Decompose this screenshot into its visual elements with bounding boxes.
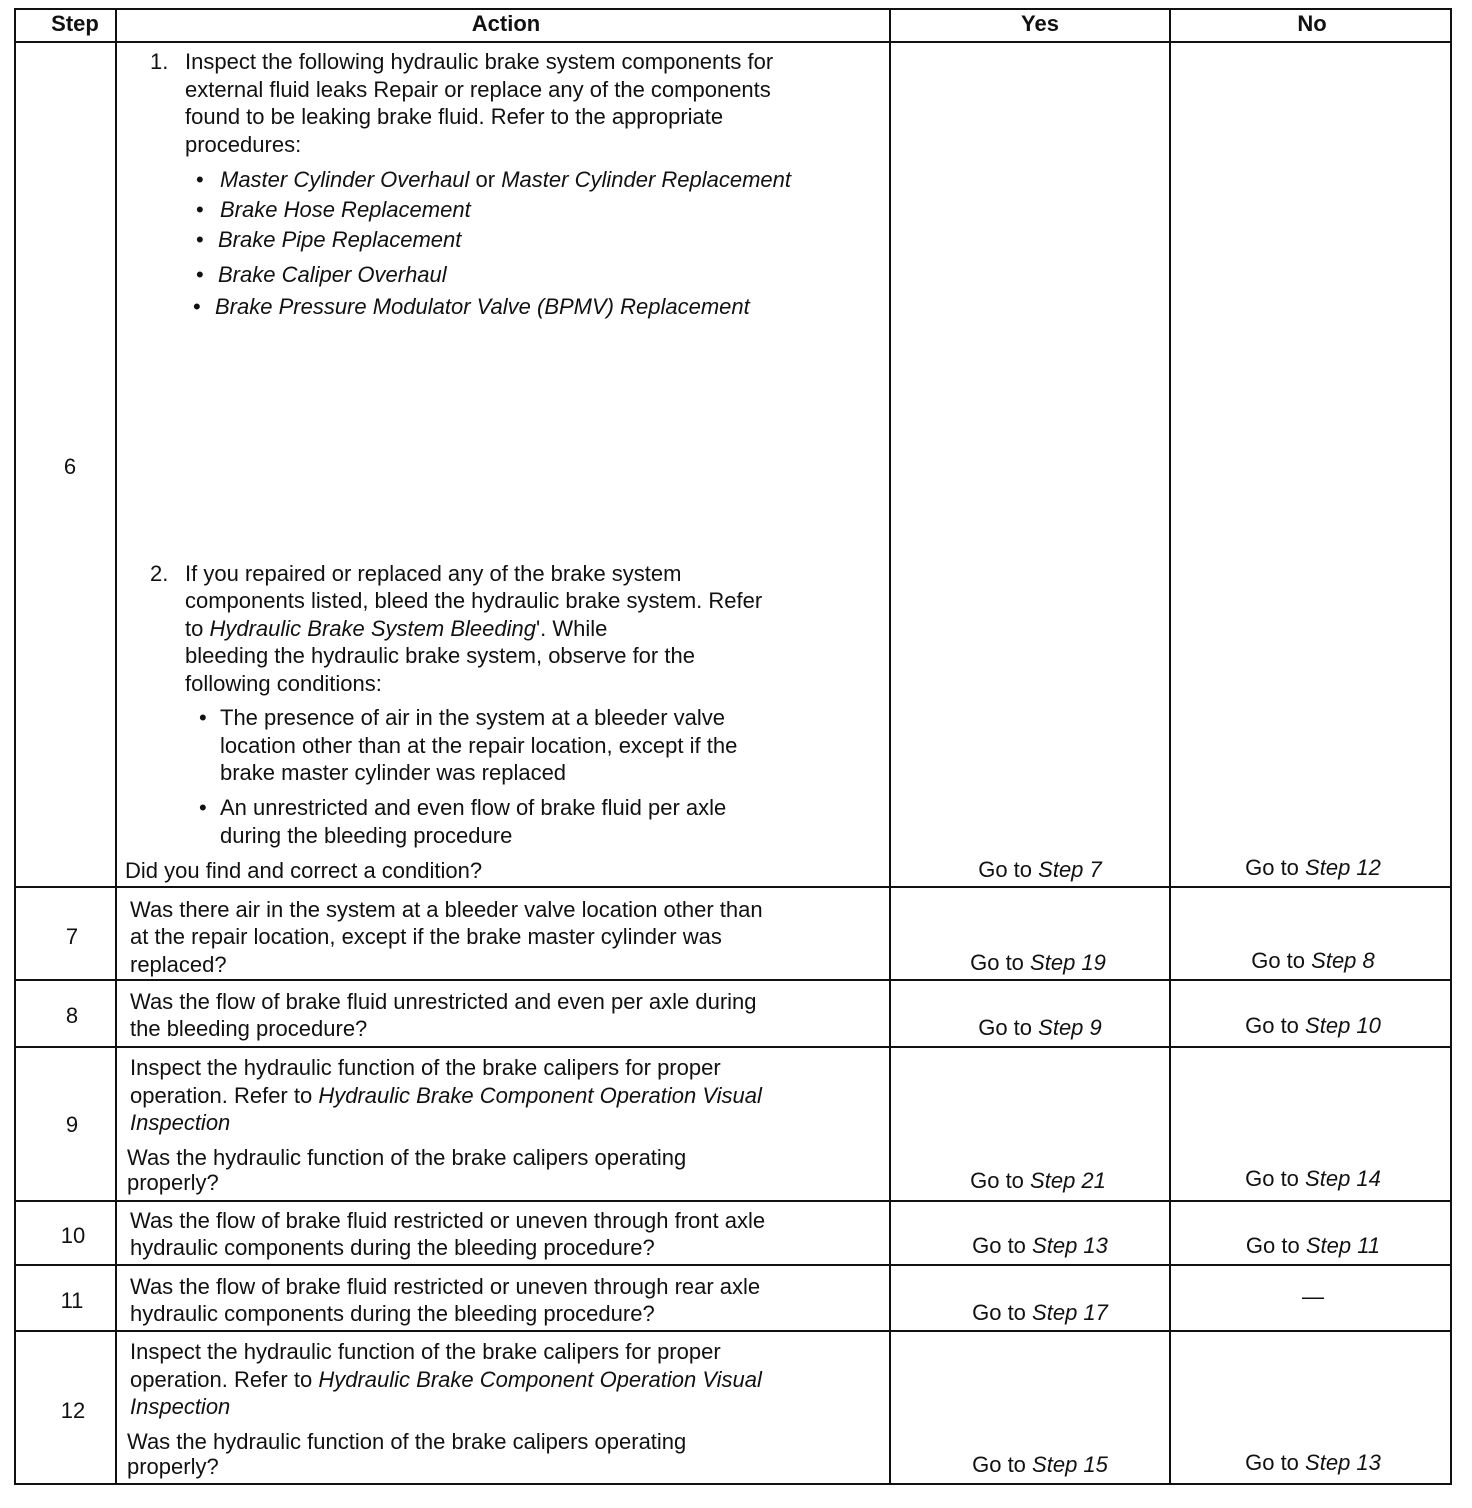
action-text: hydraulic components during the bleeding procedure? [130, 1301, 655, 1326]
bullet-icon: • [196, 167, 204, 192]
action-text: replaced? [130, 952, 227, 977]
action-text: Inspection [130, 1110, 231, 1135]
action-text: If you repaired or replaced any of the brake system [185, 561, 682, 586]
bullet-icon: • [196, 197, 204, 222]
step-number: 10 [60, 1223, 86, 1248]
question-text: properly? [127, 1454, 219, 1479]
yes-goto: Go to Step 15 [972, 1452, 1108, 1477]
header-no: No [1297, 11, 1327, 36]
header-action: Action [471, 11, 541, 36]
procedure-ref: Brake Caliper Overhaul [218, 262, 447, 287]
action-text: bleeding the hydraulic brake system, observe for the [185, 643, 695, 668]
condition-text: location other than at the repair location, except if the [220, 733, 738, 758]
procedure-ref: Brake Hose Replacement [220, 197, 471, 222]
procedure-ref: Brake Pressure Modulator Valve (BPMV) Replacement [215, 294, 750, 319]
action-text: Inspect the hydraulic function of the brake calipers for proper [130, 1339, 721, 1364]
yes-goto: Go to Step 13 [972, 1233, 1108, 1258]
row-divider [14, 1200, 1452, 1202]
action-text: found to be leaking brake fluid. Refer to the appropriate [185, 104, 724, 129]
step-number: 11 [60, 1288, 84, 1313]
action-text: Inspect the hydraulic function of the brake calipers for proper [130, 1055, 721, 1080]
row-divider [14, 1264, 1452, 1266]
col-divider [14, 8, 16, 1485]
no-goto: Go to Step 10 [1245, 1013, 1381, 1038]
procedure-ref: Brake Pipe Replacement [218, 227, 462, 252]
action-text: procedures: [185, 132, 302, 157]
step-number: 7 [65, 924, 79, 949]
no-goto: Go to Step 8 [1251, 948, 1375, 973]
bullet-icon: • [199, 705, 207, 730]
header-yes: Yes [1021, 11, 1059, 36]
action-text: Was the flow of brake fluid restricted or uneven through rear axle [130, 1274, 761, 1299]
condition-text: brake master cylinder was replaced [220, 760, 567, 785]
action-text: following conditions: [185, 671, 382, 696]
yes-goto: Go to Step 7 [978, 857, 1102, 882]
table-border-bottom [14, 1483, 1452, 1485]
procedure-ref: Master Cylinder Overhaul or Master Cylinder Replacement [220, 167, 792, 192]
action-text: hydraulic components during the bleeding procedure? [130, 1235, 655, 1260]
action-text: operation. Refer to Hydraulic Brake Component Operation Visual [130, 1083, 762, 1108]
no-goto: Go to Step 12 [1245, 855, 1381, 880]
bullet-icon: • [196, 262, 204, 287]
bullet-icon: • [199, 795, 207, 820]
yes-goto: Go to Step 9 [978, 1015, 1102, 1040]
row-divider [14, 41, 1452, 43]
question-text: Was the hydraulic function of the brake calipers operating [127, 1429, 687, 1454]
condition-text: The presence of air in the system at a bleeder valve [220, 705, 726, 730]
step-number: 12 [60, 1398, 86, 1423]
row-divider [14, 886, 1452, 888]
col-divider [889, 8, 891, 1485]
question-text: properly? [127, 1170, 219, 1195]
list-number: 1. [150, 49, 169, 74]
action-text: operation. Refer to Hydraulic Brake Component Operation Visual [130, 1367, 762, 1392]
condition-text: during the bleeding procedure [220, 823, 513, 848]
row-divider [14, 1046, 1452, 1048]
col-divider [1450, 8, 1452, 1485]
condition-text: An unrestricted and even flow of brake fluid per axle [220, 795, 727, 820]
step-number: 8 [65, 1003, 79, 1028]
bullet-icon: • [193, 294, 201, 319]
row-divider [14, 1330, 1452, 1332]
action-text: at the repair location, except if the brake master cylinder was [130, 924, 722, 949]
action-text: components listed, bleed the hydraulic brake system. Refer [185, 588, 763, 613]
action-text: Inspect the following hydraulic brake system components for [185, 49, 774, 74]
list-number: 2. [150, 561, 169, 586]
step-number: 9 [65, 1112, 79, 1137]
yes-goto: Go to Step 17 [972, 1300, 1108, 1325]
step-number: 6 [63, 454, 77, 479]
action-text: Was there air in the system at a bleeder valve location other than [130, 897, 763, 922]
yes-goto: Go to Step 19 [970, 950, 1106, 975]
bullet-icon: • [196, 227, 204, 252]
no-goto: Go to Step 11 [1245, 1233, 1381, 1258]
question-text: Was the hydraulic function of the brake calipers operating [127, 1145, 687, 1170]
no-goto: — [1302, 1284, 1324, 1309]
no-goto: Go to Step 13 [1245, 1450, 1381, 1475]
table-border-top [14, 8, 1452, 10]
action-text: Inspection [130, 1394, 231, 1419]
col-divider [115, 8, 117, 1485]
no-goto: Go to Step 14 [1245, 1166, 1381, 1191]
action-text: to Hydraulic Brake System Bleeding'. While [185, 616, 608, 641]
yes-goto: Go to Step 21 [970, 1168, 1106, 1193]
action-text: Was the flow of brake fluid restricted or uneven through front axle [130, 1208, 766, 1233]
row-divider [14, 979, 1452, 981]
action-text: the bleeding procedure? [130, 1016, 368, 1041]
col-divider [1169, 8, 1171, 1485]
header-step: Step [51, 11, 99, 36]
question-text: Did you find and correct a condition? [125, 858, 483, 883]
action-text: external fluid leaks Repair or replace any of the components [185, 77, 771, 102]
action-text: Was the flow of brake fluid unrestricted and even per axle during [130, 989, 757, 1014]
